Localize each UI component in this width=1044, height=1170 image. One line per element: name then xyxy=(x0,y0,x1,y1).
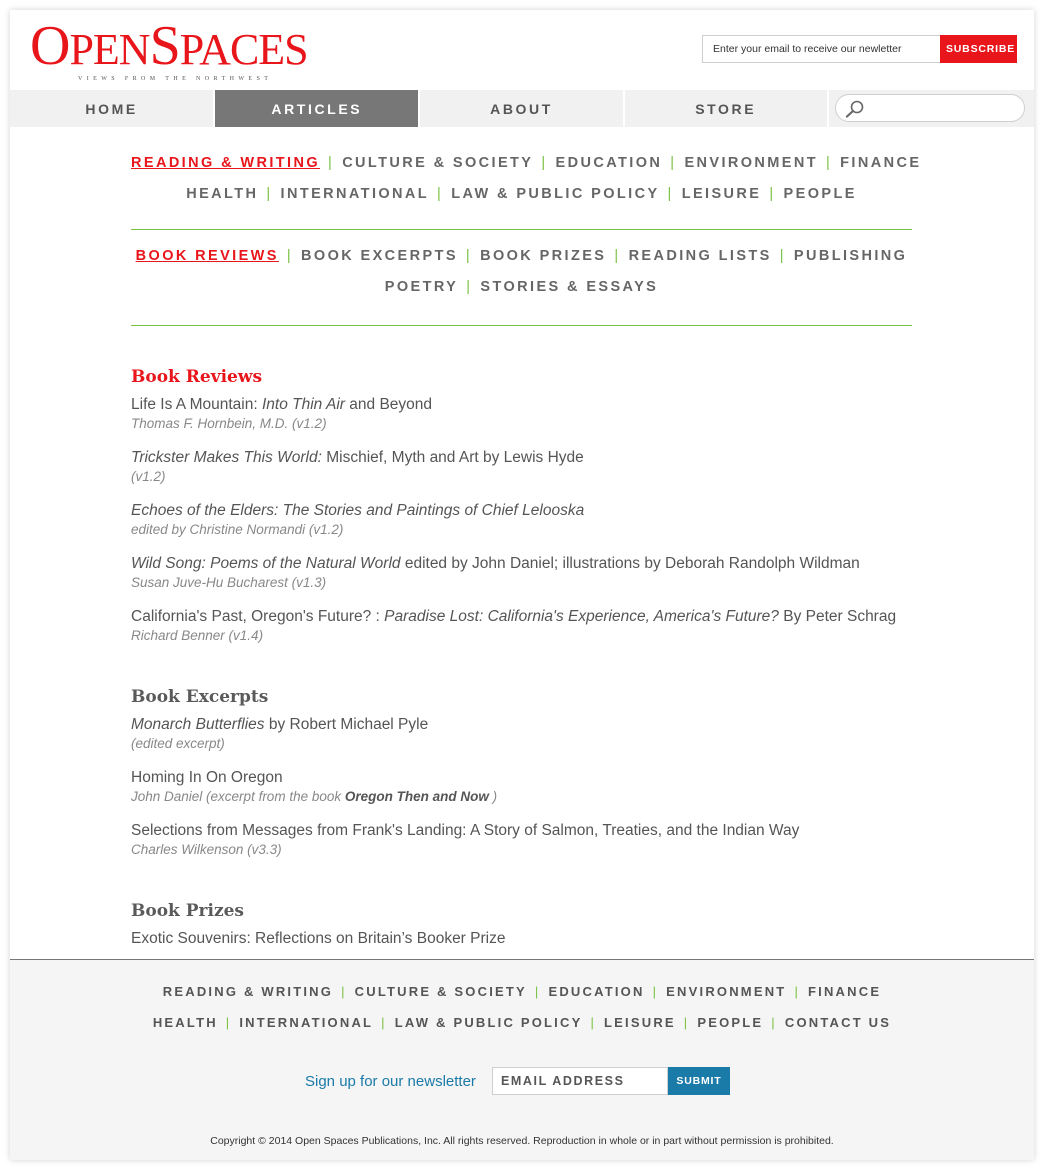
nav-about[interactable]: ABOUT xyxy=(420,90,622,127)
category-culture-society[interactable]: CULTURE & SOCIETY xyxy=(342,155,534,171)
category-education[interactable]: EDUCATION xyxy=(555,155,663,171)
footer-nav: READING & WRITING | CULTURE & SOCIETY | EDUCATION | ENVIRONMENT | FINANCE HEALTH | INTERNATIONAL | LAW & PUBLIC POLICY | LEISURE | PEOPLE | CONTACT US xyxy=(152,984,892,1030)
item-title: Exotic Souvenirs: Reflections on Britain’s Booker Prize xyxy=(131,930,506,947)
nav-store[interactable]: STORE xyxy=(625,90,827,127)
list-item[interactable] xyxy=(131,821,912,860)
item-title: Homing In On Oregon xyxy=(131,769,283,786)
item-subtitle: (edited excerpt) xyxy=(131,736,225,751)
main-nav xyxy=(10,90,1034,127)
section-heading-book-reviews: Book Reviews xyxy=(131,367,263,387)
item-title: Life Is A Mountain: Into Thin Air and Beyond xyxy=(131,396,433,413)
category-health[interactable]: HEALTH xyxy=(186,186,259,202)
item-subtitle: Susan Juve-Hu Bucharest (v1.3) xyxy=(131,575,327,590)
list-item[interactable] xyxy=(131,929,912,948)
header-newsletter-form xyxy=(702,35,1017,63)
subcategory-publishing[interactable]: PUBLISHING xyxy=(793,248,908,264)
category-reading-writing[interactable]: READING & WRITING xyxy=(131,155,321,171)
footer-link-contact-us[interactable]: CONTACT US xyxy=(784,1015,892,1030)
footer-link-environment[interactable]: ENVIRONMENT xyxy=(666,984,787,999)
item-subtitle: John Daniel (excerpt from the book Oregon Then and Now ) xyxy=(131,789,498,804)
footer-link-law-public-policy[interactable]: LAW & PUBLIC POLICY xyxy=(394,1015,583,1030)
item-subtitle: Thomas F. Hornbein, M.D. (v1.2) xyxy=(131,416,327,431)
item-title: California's Past, Oregon's Future? : Paradise Lost: California's Experience, America's Future? By Peter Schrag xyxy=(131,608,897,625)
search-input[interactable] xyxy=(835,94,1025,122)
footer-link-health[interactable]: HEALTH xyxy=(152,1015,218,1030)
item-title: Wild Song: Poems of the Natural World edited by John Daniel; illustrations by Deborah Randolph Wildman xyxy=(131,555,860,572)
item-title: Selections from Messages from Frank's Landing: A Story of Salmon, Treaties, and the Indian Way xyxy=(131,822,800,839)
header-newsletter-email-input[interactable] xyxy=(702,35,940,63)
subscribe-button[interactable]: SUBSCRIBE xyxy=(940,35,1017,63)
list-item[interactable] xyxy=(131,554,912,593)
list-item[interactable] xyxy=(131,607,912,646)
subcategory-reading-lists[interactable]: READING LISTS xyxy=(628,248,772,264)
footer-link-reading-writing[interactable]: READING & WRITING xyxy=(162,984,334,999)
item-subtitle: Charles Wilkenson (v3.3) xyxy=(131,842,282,857)
subcategory-nav: BOOK REVIEWS | BOOK EXCERPTS | BOOK PRIZES | READING LISTS | PUBLISHING POETRY | STORIES & ESSAYS xyxy=(135,248,908,295)
logo-tagline: VIEWS FROM THE NORTHWEST xyxy=(78,76,273,82)
list-item[interactable] xyxy=(131,715,912,754)
list-item[interactable] xyxy=(131,395,912,434)
category-environment[interactable]: ENVIRONMENT xyxy=(684,155,818,171)
footer-link-leisure[interactable]: LEISURE xyxy=(604,1015,676,1030)
section-heading-book-excerpts: Book Excerpts xyxy=(131,687,269,707)
list-item[interactable] xyxy=(131,768,912,807)
footer-link-culture-society[interactable]: CULTURE & SOCIETY xyxy=(354,984,527,999)
nav-search-area xyxy=(829,90,1034,127)
divider xyxy=(131,229,912,230)
subcategory-book-reviews[interactable]: BOOK REVIEWS xyxy=(135,248,279,264)
item-subtitle: Richard Benner (v1.4) xyxy=(131,628,264,643)
category-nav: READING & WRITING | CULTURE & SOCIETY | EDUCATION | ENVIRONMENT | FINANCE HEALTH | INTERNATIONAL | LAW & PUBLIC POLICY | LEISURE | PEOPLE xyxy=(131,155,922,202)
category-finance[interactable]: FINANCE xyxy=(840,155,922,171)
site-footer xyxy=(10,959,1034,1160)
list-item[interactable] xyxy=(131,448,912,487)
list-item[interactable] xyxy=(131,501,912,540)
page-frame xyxy=(10,10,1034,1160)
footer-newsletter-form xyxy=(305,1067,730,1095)
item-title: Monarch Butterflies by Robert Michael Pyle xyxy=(131,716,429,733)
nav-home[interactable]: HOME xyxy=(10,90,213,127)
divider xyxy=(131,325,912,326)
category-international[interactable]: INTERNATIONAL xyxy=(280,186,430,202)
subcategory-book-prizes[interactable]: BOOK PRIZES xyxy=(480,248,607,264)
category-people[interactable]: PEOPLE xyxy=(783,186,857,202)
site-logo[interactable] xyxy=(30,15,320,86)
search-icon xyxy=(845,100,865,118)
footer-link-education[interactable]: EDUCATION xyxy=(548,984,645,999)
footer-email-input[interactable] xyxy=(492,1067,668,1095)
logo-wordmark: OPENSPACES xyxy=(30,15,308,77)
subcategory-stories-essays[interactable]: STORIES & ESSAYS xyxy=(480,279,659,295)
subcategory-poetry[interactable]: POETRY xyxy=(384,279,459,295)
category-law-public-policy[interactable]: LAW & PUBLIC POLICY xyxy=(451,186,660,202)
subcategory-book-excerpts[interactable]: BOOK EXCERPTS xyxy=(301,248,458,264)
footer-link-people[interactable]: PEOPLE xyxy=(697,1015,764,1030)
category-leisure[interactable]: LEISURE xyxy=(681,186,762,202)
footer-link-international[interactable]: INTERNATIONAL xyxy=(239,1015,374,1030)
newsletter-label: Sign up for our newsletter xyxy=(305,1072,476,1090)
submit-button[interactable]: SUBMIT xyxy=(668,1067,730,1095)
copyright-text: Copyright © 2014 Open Spaces Publications, Inc. All rights reserved. Reproduction in whole or in part without permission is prohibited. xyxy=(210,1135,834,1147)
article-list xyxy=(131,366,912,962)
item-subtitle: edited by Christine Normandi (v1.2) xyxy=(131,522,344,537)
item-title: Trickster Makes This World: Mischief, Myth and Art by Lewis Hyde xyxy=(131,449,584,466)
item-title: Echoes of the Elders: The Stories and Paintings of Chief Lelooska xyxy=(131,502,585,519)
section-heading-book-prizes: Book Prizes xyxy=(131,901,244,921)
item-subtitle: (v1.2) xyxy=(131,469,166,484)
footer-link-finance[interactable]: FINANCE xyxy=(808,984,882,999)
nav-articles[interactable]: ARTICLES xyxy=(215,90,418,127)
